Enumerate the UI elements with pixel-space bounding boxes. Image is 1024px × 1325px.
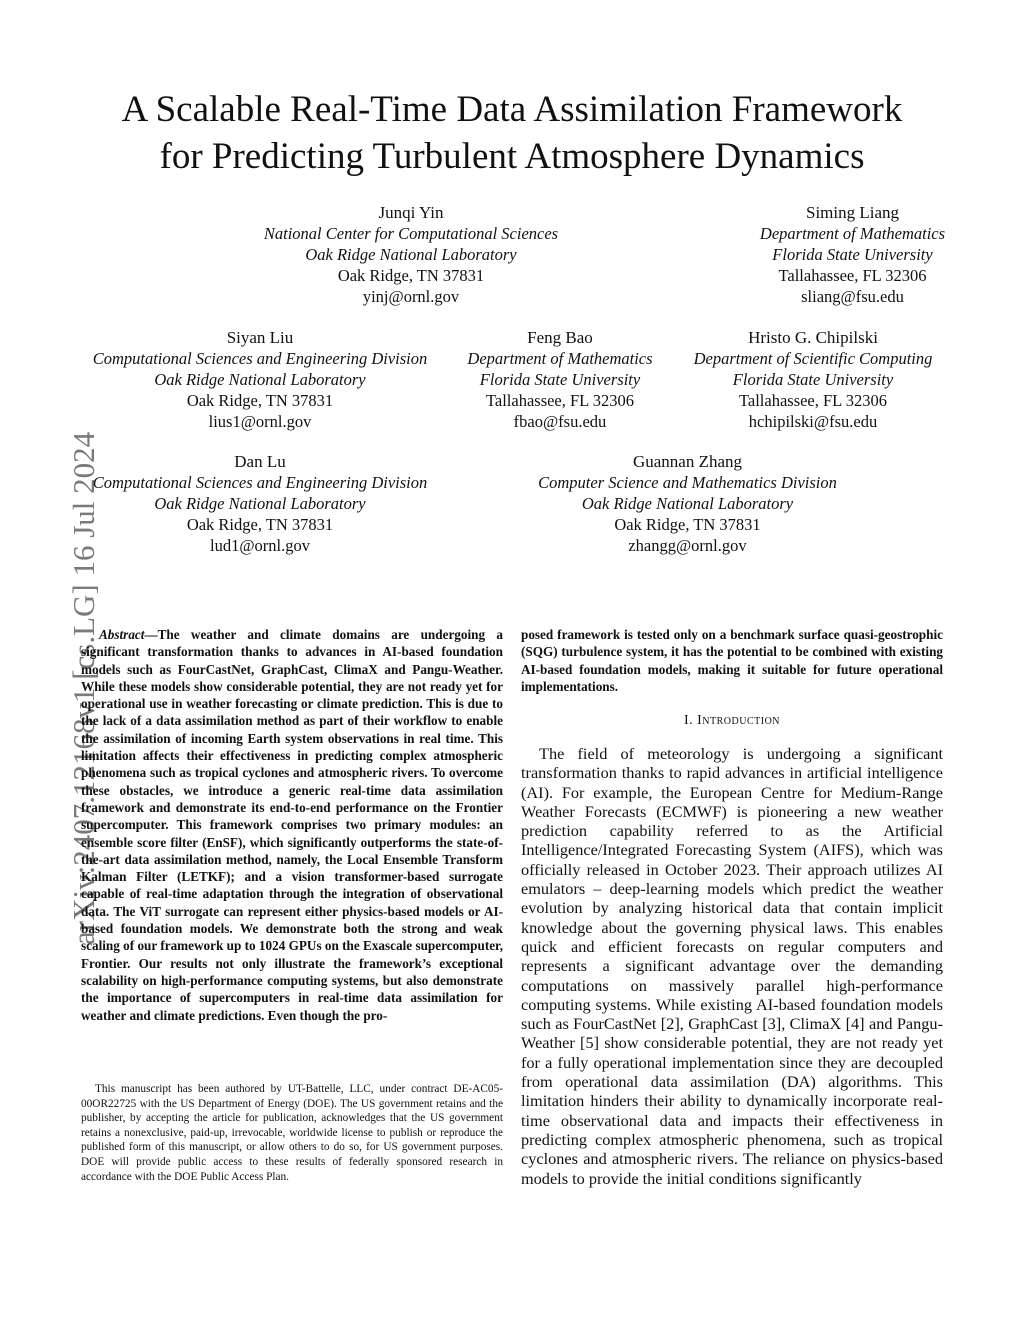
author-affiliation: Computational Sciences and Engineering Division (92, 473, 428, 492)
author-email[interactable]: lud1@ornl.gov (210, 536, 310, 555)
author-affiliation: Department of Scientific Computing (693, 349, 933, 368)
author-affiliation: Department of Mathematics (759, 224, 946, 243)
title-line-2: for Predicting Turbulent Atmosphere Dynamics (159, 136, 865, 177)
author-email[interactable]: lius1@ornl.gov (208, 412, 312, 431)
author-institution: Oak Ridge National Laboratory (305, 245, 517, 264)
author-block-zhang (520, 451, 855, 556)
author-address: Tallahassee, FL 32306 (778, 266, 927, 285)
author-email[interactable]: yinj@ornl.gov (362, 287, 460, 306)
author-name: Junqi Yin (378, 203, 444, 222)
author-name: Guannan Zhang (632, 452, 743, 471)
author-institution: Oak Ridge National Laboratory (581, 494, 794, 513)
author-institution: Florida State University (732, 370, 894, 389)
author-address: Tallahassee, FL 32306 (738, 391, 888, 410)
abstract-text: —The weather and climate domains are undergoing a significant transformation thanks to advances in AI-based foundation models such as FourCastNet, GraphCast, ClimaX and Pangu-Weather. While these models show considerable potential, they are not ready yet for operational use in weather forecasting or climate prediction. This is due to the lack of a data assimilation method as part of their workflow to enable the assimilation of incoming Earth system observations in real time. This limitation affects their effectiveness in predicting complex atmospheric phenomena such as tropical cyclones and atmospheric rivers. To overcome these obstacles, we introduce a generic real-time data assimilation framework and demonstrate its end-to-end performance on the Frontier supercomputer. This framework comprises two primary modules: an ensemble score filter (EnSF), which significantly outperforms the state-of-the-art data assimilation method, namely, the Local Ensemble Transform Kalman Filter (LETKF); and a vision transformer-based surrogate capable of real-time adaptation through the integration of observational data. The ViT surrogate can represent either physics-based models or AI-based foundation models. We demonstrate both the strong and weak scaling of our framework up to 1024 GPUs on the Exascale supercomputer, Frontier. Our results not only illustrate the framework’s exceptional scalability on high-performance computing systems, but also demonstrate the importance of supercomputers in real-time data assimilation for weather and climate predictions. Even though the pro- (81, 627, 503, 1023)
author-institution: Oak Ridge National Laboratory (154, 494, 366, 513)
arxiv-identifier: arXiv:2407.12168v1 [cs.LG] 16 Jul 2024 (66, 431, 101, 945)
author-block-chipilski (680, 327, 946, 432)
author-name: Dan Lu (234, 452, 286, 471)
author-institution: Oak Ridge National Laboratory (154, 370, 366, 389)
author-address: Oak Ridge, TN 37831 (337, 266, 485, 285)
author-address: Oak Ridge, TN 37831 (614, 515, 761, 534)
author-block-bao (455, 327, 665, 432)
paper-title (0, 86, 1024, 180)
author-affiliation: Computer Science and Mathematics Division (538, 473, 837, 492)
author-name: Siming Liang (805, 203, 900, 222)
author-block-lu (80, 451, 440, 556)
author-address: Oak Ridge, TN 37831 (186, 515, 334, 534)
author-affiliation: Computational Sciences and Engineering Division (92, 349, 428, 368)
abstract (81, 626, 503, 1024)
author-affiliation: National Center for Computational Sciences (263, 224, 559, 243)
author-email[interactable]: hchipilski@fsu.edu (748, 412, 878, 431)
author-email[interactable]: zhangg@ornl.gov (628, 536, 747, 555)
arxiv-sidebar (18, 0, 101, 1325)
copyright-footnote: This manuscript has been authored by UT-Battelle, LLC, under contract DE-AC05-00OR22725 with the US Department of Energy (DOE). The US government retains and the publisher, by accepting the article for publication, acknowledges that the US government retains a nonexclusive, paid-up, irrevocable, worldwide license to publish or reproduce the published form of this manuscript, or allow others to do so, for US government purposes. DOE will provide public access to these results of federally sponsored research in accordance with the DOE Public Access Plan. (81, 1083, 503, 1183)
author-affiliation: Department of Mathematics (467, 349, 653, 368)
author-name: Siyan Liu (226, 328, 294, 347)
author-email[interactable]: fbao@fsu.edu (513, 412, 607, 431)
author-name: Hristo G. Chipilski (748, 328, 878, 347)
introduction-paragraph: The field of meteorology is undergoing a significant transformation thanks to rapid advances in artificial intelligence (AI). For example, the European Centre for Medium-Range Weather Forecasts (ECMWF) is pioneering a new weather prediction capability referred to as the Artificial Intelligence/Integrated Forecasting System (AIFS), which was officially released in October 2023. Their approach utilizes AI emulators – deep-learning models which predict the weather evolution by analyzing historical data that contain implicit knowledge about the governing physical laws. This enables quick and efficient forecasts on regular computers and represents a significant advantage over the demanding computations on massively parallel high-performance computing systems. While existing AI-based foundation models such as FourCastNet [2], GraphCast [3], ClimaX [4] and Pangu-Weather [5] show considerable potential, they are not ready yet for a fully operational implementation since they are decoupled from operational data assimilation (DA) algorithms. This limitation hinders their ability to dynamically incorporate real-time observational data and impacts their effectiveness in predicting complex atmospheric phenomena, such as tropical cyclones and atmospheric rivers. The reliance on physics-based models to provide the initial conditions significantly (521, 744, 943, 1188)
section-heading-introduction: I. Introduction (683, 713, 781, 728)
author-address: Tallahassee, FL 32306 (485, 391, 635, 410)
author-address: Oak Ridge, TN 37831 (186, 391, 334, 410)
abstract-label: Abstract (99, 627, 145, 642)
author-name: Feng Bao (527, 328, 593, 347)
abstract-continuation: posed framework is tested only on a benchmark surface quasi-geostrophic (SQG) turbulence system, it has the potential to be combined with existing AI-based foundation models, making it suitable for future operational implementations. (521, 627, 943, 694)
author-block-yin (236, 202, 586, 307)
title-line-1: A Scalable Real-Time Data Assimilation Framework (121, 89, 903, 130)
author-block-liu (80, 327, 440, 432)
author-email[interactable]: sliang@fsu.edu (801, 287, 904, 306)
author-institution: Florida State University (772, 245, 933, 264)
author-block-liang (720, 202, 985, 307)
author-institution: Florida State University (479, 370, 641, 389)
